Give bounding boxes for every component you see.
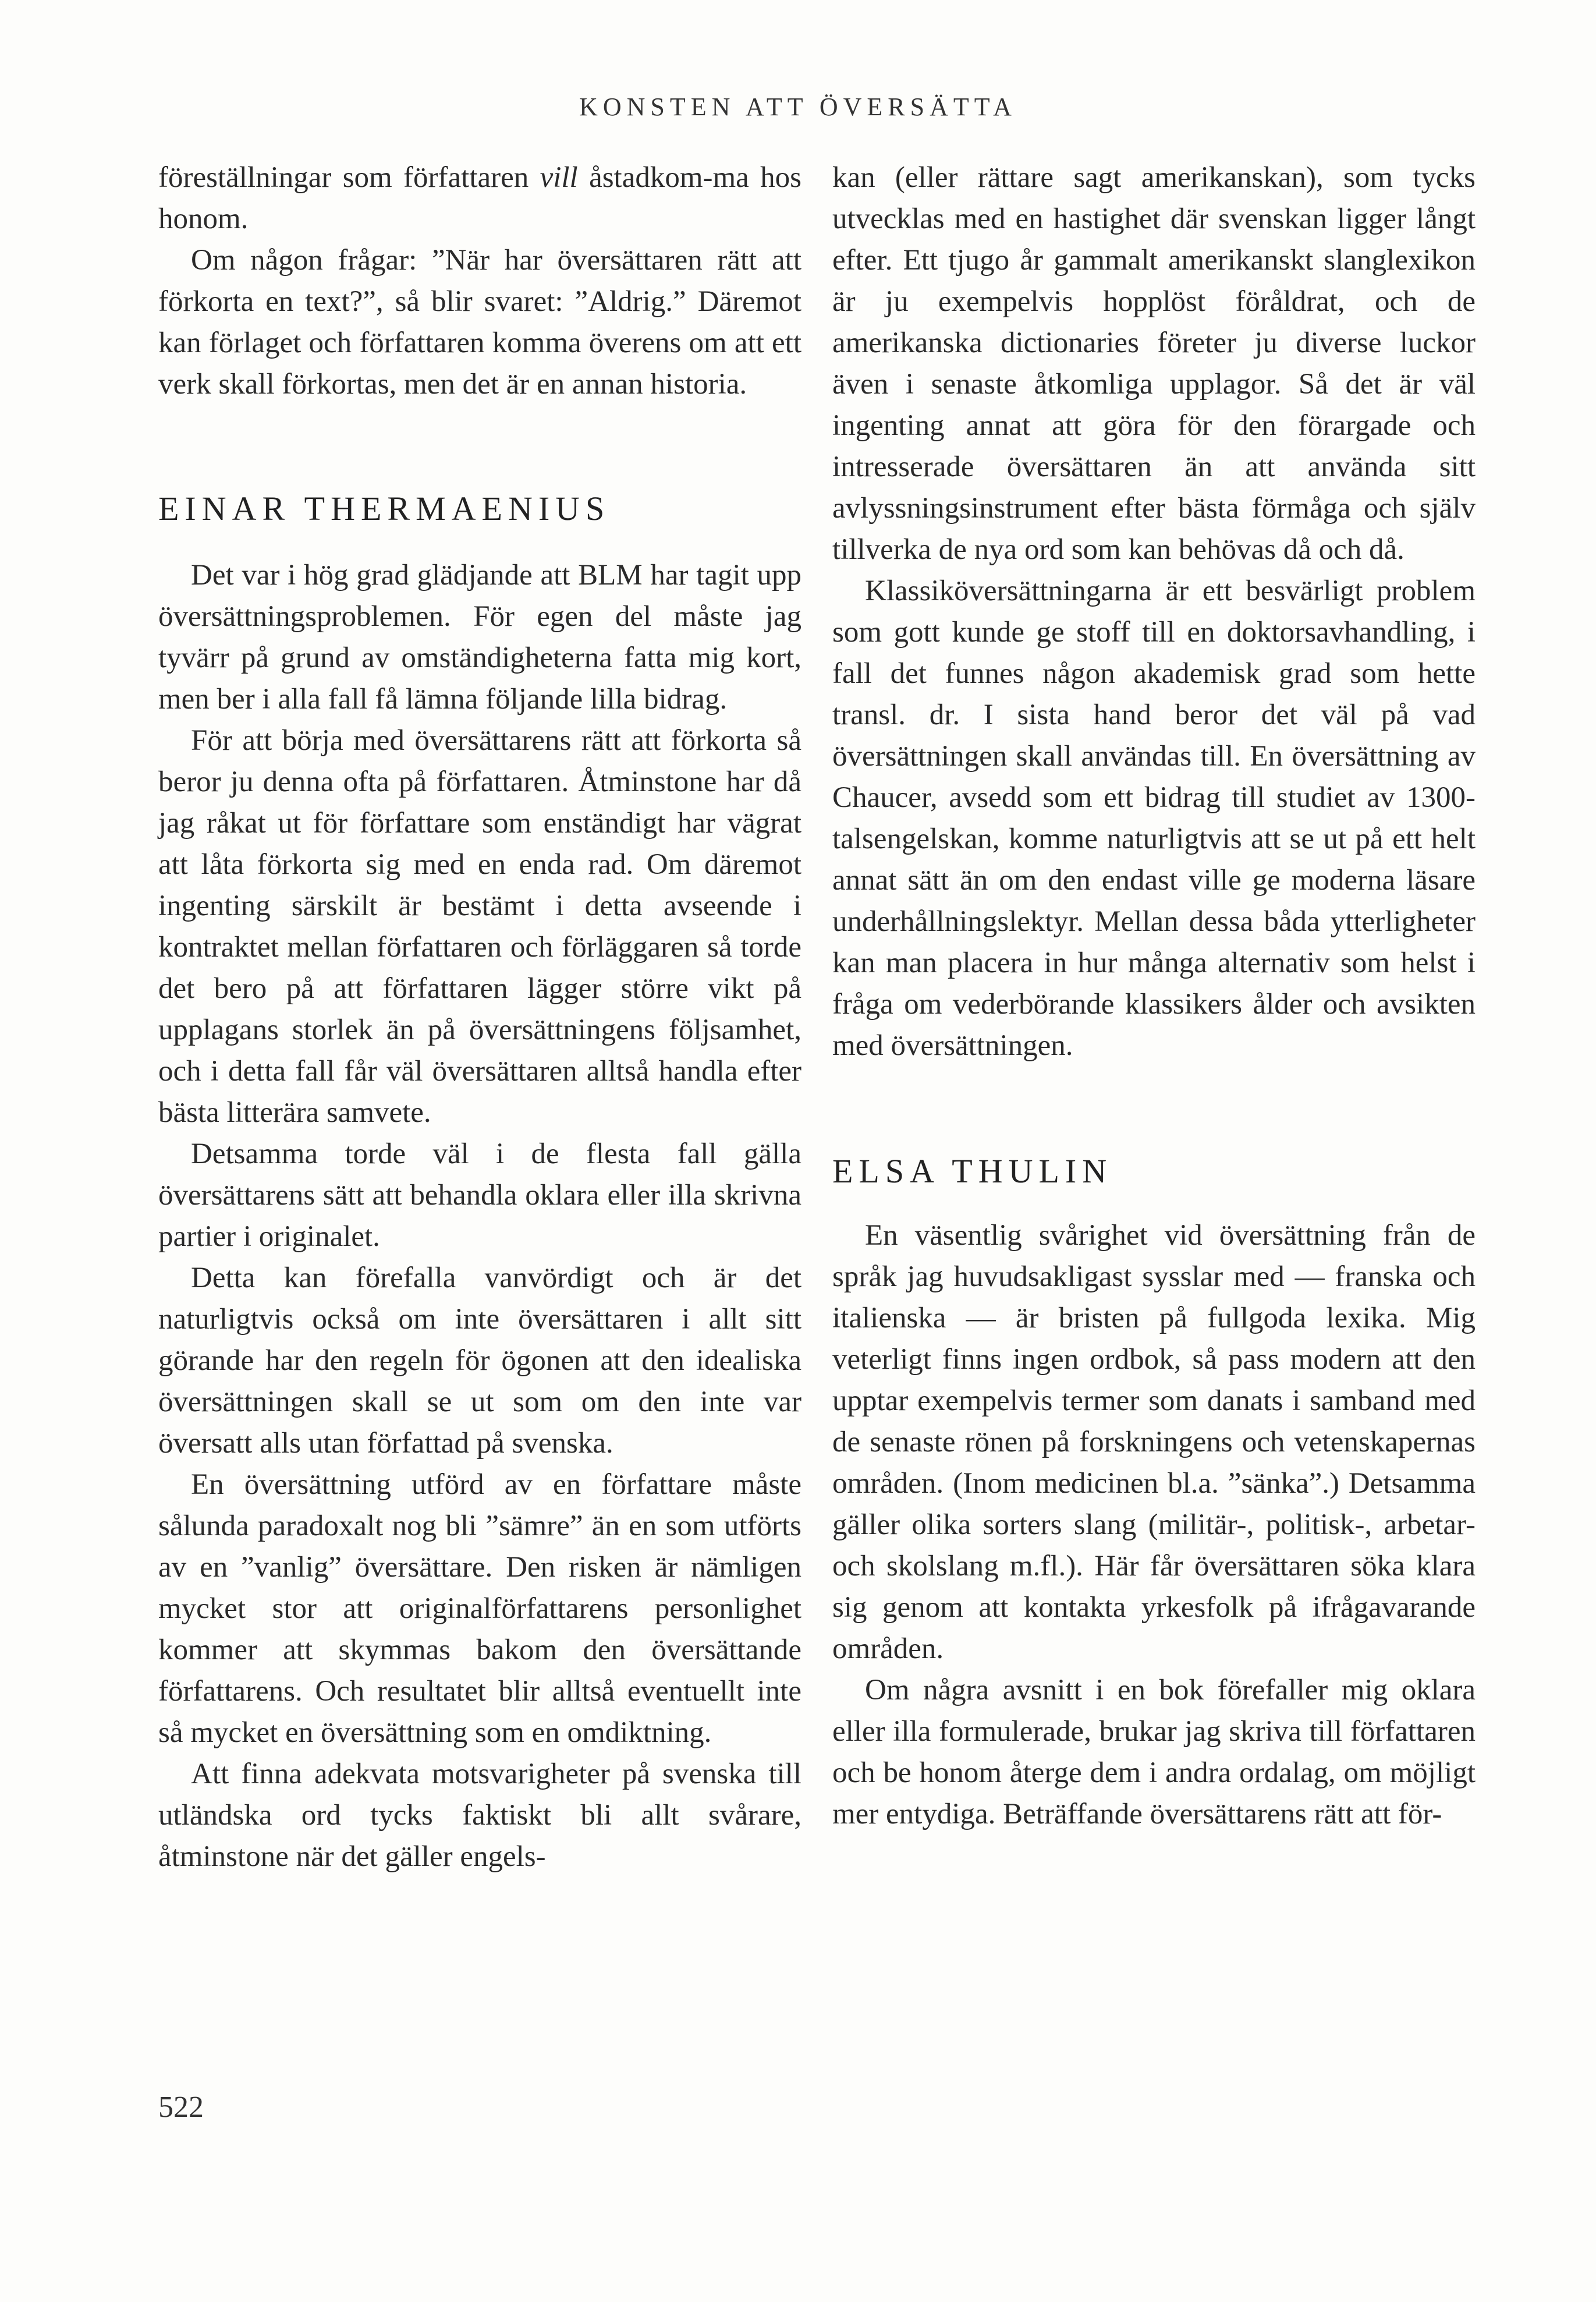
paragraph: En översättning utförd av en författare måste sålunda paradoxalt nog bli ”sämre” än en som utförts av en ”vanlig” översättare. Den risken är nämligen mycket stor att originalförfattarens personlighet kommer att skymmas bakom den översättande författarens. Och resultatet blir alltså eventuellt inte så mycket en översättning som en omdiktning. (158, 1468, 801, 1749)
intro-emphasis: vill (540, 161, 578, 194)
running-title: KONSTEN ATT ÖVERSÄTTA (579, 93, 1017, 121)
paragraph: kan (eller rättare sagt amerikanskan), som tycks utvecklas med en hastighet där svenskan ligger långt efter. Ett tjugo år gammalt amerikanskt slanglexikon är ju exempelvis hopplöst föråldrat, och de amerikanska dictionaries företer ju diverse luckor även i senaste åtkomliga upplagor. Så det är väl ingenting annat att göra för den förargade och intresserade översättaren än att använda sitt avlyssningsinstrument efter bästa förmåga och själv tillverka de nya ord som kan behövas då och då. (832, 161, 1476, 566)
left-column (158, 157, 801, 1878)
paragraph: En väsentlig svårighet vid översättning från de språk jag huvudsakligast sysslar med — franska och italienska — är bristen på fullgoda lexika. Mig veterligt finns ingen ordbok, så pass modern att den upptar exempelvis termer som danats i samband med de senaste rönen på forskningens och vetenskapernas områden. (Inom medicinen bl.a. ”sänka”.) Detsamma gäller olika sorters slang (militär-, politisk-, arbetar- och skolslang m.fl.). Här får översättaren söka klara sig genom att kontakta yrkesfolk på ifrågavarande områden. (832, 1219, 1476, 1665)
intro-paragraph-2: Om någon frågar: ”När har översättaren rätt att förkorta en text?”, så blir svaret: ”Aldrig.” Däremot kan förlaget och författaren komma överens om att ett verk skall förkortas, men det är en annan historia. (158, 244, 801, 401)
page-number: 522 (158, 2091, 204, 2124)
paragraph: För att börja med översättarens rätt att förkorta så beror ju denna ofta på författaren. Åtminstone har då jag råkat ut för författare som enständigt har vägrat att låta förkorta sig med en enda rad. Om däremot ingenting särskilt är bestämt i detta avseende i kontraktet mellan författaren och förläggaren så torde det bero på att författaren lägger större vikt på upplagans storlek än på översättningens följsamhet, och i detta fall får väl översättaren alltså handla efter bästa litterära samvete. (158, 724, 801, 1129)
paragraph: Detta kan förefalla vanvördigt och är det naturligtvis också om inte översättaren i allt sitt görande har den regeln för ögonen att den idealiska översättningen skall se ut som om den inte var översatt alls utan författad på svenska. (158, 1262, 801, 1460)
paragraph: Att finna adekvata motsvarigheter på svenska till utländska ord tycks faktiskt bli allt svårare, åtminstone när det gäller engels- (158, 1758, 801, 1873)
intro-paragraph-1 (158, 157, 801, 240)
paragraph: Klassiköversättningarna är ett besvärligt problem som gott kunde ge stoff till en doktorsavhandling, i fall det funnes någon akademisk grad som hette transl. dr. I sista hand beror det väl på vad översättningen skall användas till. En översättning av Chaucer, avsedd som ett bidrag till studiet av 1300-talsengelskan, komme naturligtvis att se ut på ett helt annat sätt än om den endast ville ge moderna läsare underhållningslektyr. Mellan dessa båda ytterligheter kan man placera in hur många alternativ som helst i fråga om vederbörande klassikers ålder och avsikten med översättningen. (832, 575, 1476, 1062)
paragraph: Detsamma torde väl i de flesta fall gälla översättarens sätt att behandla oklara eller illa skrivna partier i originalet. (158, 1138, 801, 1253)
intro-text-after: åstadkom-ma hos honom. (158, 161, 801, 235)
paragraph: Om några avsnitt i en bok förefaller mig oklara eller illa formulerade, brukar jag skriva till författaren och be honom återge dem i andra ordalag, om möjligt mer entydiga. Beträffande översättarens rätt att för- (832, 1674, 1476, 1830)
intro-text-before: föreställningar som författaren (158, 161, 540, 194)
right-column (832, 157, 1476, 1835)
section-heading-thulin: ELSA THULIN (832, 1152, 1113, 1190)
paragraph: Det var i hög grad glädjande att BLM har tagit upp översättningsproblemen. För egen del måste jag tyvärr på grund av omständigheterna fatta mig kort, men ber i alla fall få lämna följande lilla bidrag. (158, 559, 801, 716)
section-heading-thermaenius: EINAR THERMAENIUS (158, 490, 611, 527)
